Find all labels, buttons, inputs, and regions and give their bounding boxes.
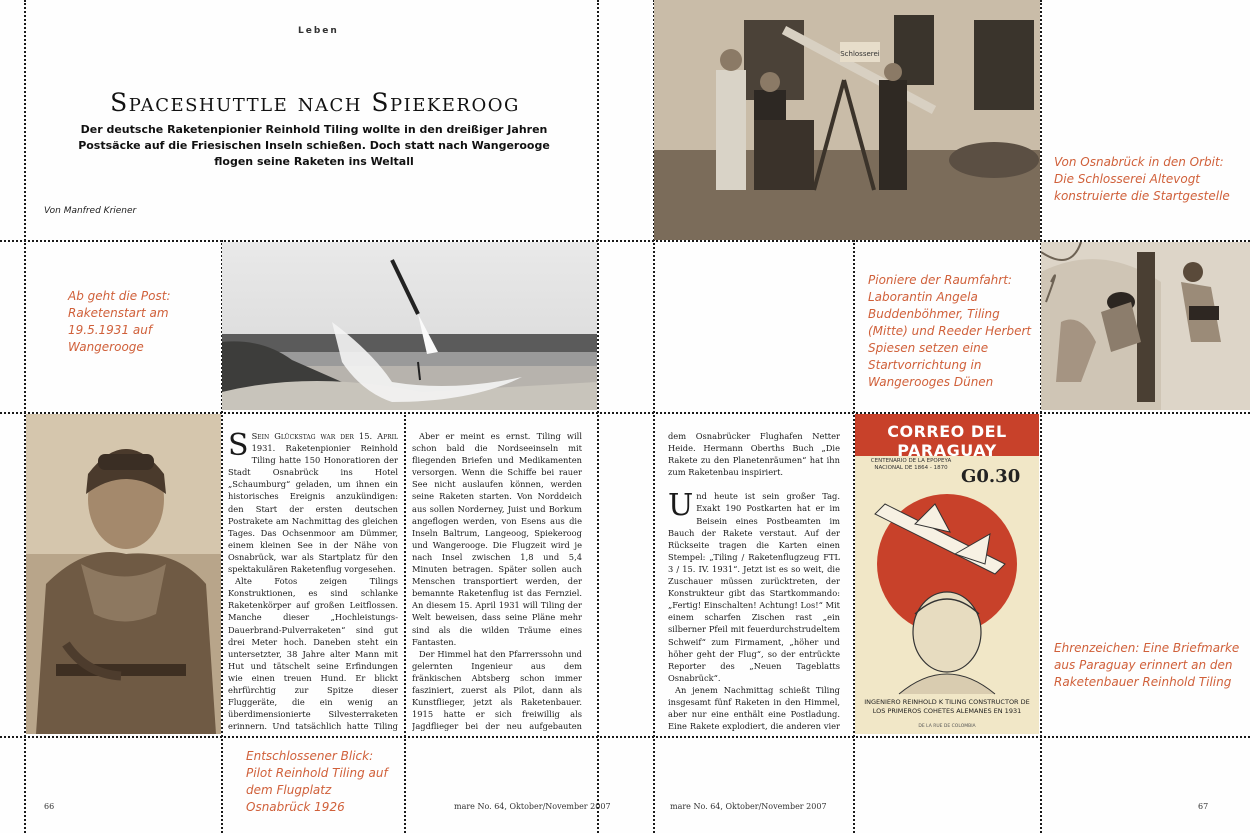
drop-cap: S bbox=[228, 430, 249, 463]
workshop-photo bbox=[654, 0, 1040, 240]
byline: Von Manfred Kriener bbox=[44, 206, 137, 216]
footer-right: mare No. 64, Oktober/November 2007 bbox=[670, 802, 827, 811]
caption-workshop: Von Osnabrück in den Orbit: Die Schlosserei Altevogt konstruierte die Startgestelle bbox=[1054, 155, 1230, 203]
stamp-country: CORREO DEL PARAGUAY bbox=[887, 422, 1007, 460]
page-number-left: 66 bbox=[44, 802, 55, 811]
footer-left: mare No. 64, Oktober/November 2007 bbox=[454, 802, 611, 811]
article-paragraph: nd heute ist sein großer Tag. Exakt 190 Postkarten hat er im Beisein eines Postbeamten im Bauch der Rakete verstaut. Auf der Rückseite tragen die Karten einen Stempel: „Tiling / Raketenflugzeug FTL 3 / 15. IV. 1931“. Jetzt ist es so weit, die Zuschauer müssen zurücktreten, der Konstrukteur gibt das Startkommando: „Fertig! Einschalten! Achtung! Los!“ Mit einem scharfen Zischen rast „ein silberner Pfeil mit feuerdurchstrudeltem Schweif“ zum Firmament, „höher und höher geht der Flug“, so der entrückte Reporter des „Neuen Tageblatts Osnabrück“. bbox=[668, 491, 840, 683]
pilot-portrait-photo bbox=[26, 414, 221, 734]
article-paragraph: Alte Fotos zeigen Tilings Konstruktionen, es sind schlanke Raketenkörper auf großen Leitflossen. Manche dieser „Hochleistungs-Dauerbrand-Pulverraketen“ sind gut drei Meter hoch. Daneben steht ein untersetzter, 38 Jahre alter Mann mit Hut und tätschelt seine Erfindungen wie einen treuen Hund. Er blickt ehrfürchtig zur Spitze dieser Fluggeräte, die ein wenig an überdimensionierte Silvesterraketen erinnern. Und tatsächlich hatte Tiling bbox=[228, 576, 398, 732]
grid-line-bottom bbox=[0, 736, 1250, 738]
article-lead: Sein Glückstag war der 15. April bbox=[251, 431, 398, 441]
article-paragraph: An jenem Nachmittag schießt Tiling insgesamt fünf Raketen in den Himmel, aber nur eine enthält eine Postladung. Eine Rakete explodiert, die anderen vier bbox=[668, 684, 840, 732]
article-title: Spaceshuttle nach Spiekeroog bbox=[110, 88, 520, 117]
article-column-2 bbox=[412, 430, 582, 732]
article-column-1 bbox=[228, 430, 398, 732]
article-paragraph: dem Osnabrücker Flughafen Netter Heide. Hermann Oberths Buch „Die Rakete zu den Planetenräumen“ hat ihn zum Raketenbau inspiriert. bbox=[668, 431, 840, 478]
grid-line-v3 bbox=[404, 412, 406, 833]
article-column-3 bbox=[668, 430, 840, 732]
drop-cap: U bbox=[668, 488, 694, 524]
stamp-value: G0.30 bbox=[961, 466, 1021, 487]
pioneers-dunes-photo bbox=[1041, 242, 1250, 410]
grid-line-v4 bbox=[597, 0, 599, 833]
caption-pilot: Entschlossener Blick: Pilot Reinhold Tiling auf dem Flugplatz Osnabrück 1926 bbox=[246, 749, 388, 814]
paraguay-stamp bbox=[855, 414, 1039, 734]
article-paragraph: Der Himmel hat den Pfarrerssohn und gelernten Ingenieur aus dem fränkischen Abtsberg schon immer fasziniert, zuerst als Pilot, dann als Kunstflieger, jetzt als Raketenbauer. 1915 hatte er sich freiwillig als Jagdflieger bei der neu aufgebauten bbox=[412, 648, 582, 732]
article-deck: Der deutsche Raketenpionier Reinhold Tiling wollte in den dreißiger Jahren Postsäcke auf die Friesischen Inseln schießen. Doch statt nach Wangerooge flogen seine Raketen ins Weltall bbox=[78, 123, 550, 168]
grid-line-v7 bbox=[1040, 0, 1042, 833]
article-paragraph: Aber er meint es ernst. Tiling will schon bald die Nordseeinseln mit fliegenden Briefen und Medikamenten versorgen. Wenn die Schiffe bei rauer See nicht auslaufen können, werden seine Raketen starten. Von Norddeich aus sollen Norderney, Juist und Borkum angeflogen werden, von Esens aus die Inseln Baltrum, Langeoog, Spiekeroog und Wangerooge. Die Flugzeit wird je nach Insel zwischen 1,8 und 5,4 Minuten betragen. Später sollen auch Menschen transportiert werden, der bemannte Raketenflug ist das Fernziel. An diesem 15. April 1931 will Tiling der Welt beweisen, dass seine Pläne mehr sind als die wilden Träume eines Fantasten. bbox=[412, 431, 582, 647]
stamp-inscription: INGENIERO REINHOLD K TILING CONSTRUCTOR DE LOS PRIMEROS COHETES ALEMANES EN 1931 bbox=[864, 698, 1030, 715]
workshop-sign-text: Schlosserei bbox=[840, 50, 880, 58]
stamp-printer: DE LA RUE DE COLOMBIA bbox=[918, 724, 976, 729]
caption-stamp: Ehrenzeichen: Eine Briefmarke aus Paraguay erinnert an den Raketenbauer Reinhold Tiling bbox=[1054, 641, 1240, 689]
article-paragraph: 1931. Raketenpionier Reinhold Tiling hatte 150 Honoratioren der Stadt Osnabrück ins Hotel „Schaumburg“ geladen, um ihnen ein historisches Ereignis anzukündigen: den Start der ersten deutschen Postrakete am Nachmittag des gleichen Tages. Das Ochsenmoor am Dümmer, einem kleinen See in der Nähe von Osnabrück, war als Startplatz für den spektakulären Raketenflug vorgesehen. bbox=[228, 443, 398, 575]
rocket-launch-photo bbox=[222, 242, 597, 410]
caption-launch: Ab geht die Post: Raketenstart am 19.5.1931 auf Wangerooge bbox=[68, 289, 171, 354]
section-label: Leben bbox=[298, 26, 339, 36]
page-number-right: 67 bbox=[1198, 802, 1209, 811]
caption-pioneers: Pioniere der Raumfahrt: Laborantin Angela Buddenböhmer, Tiling (Mitte) und Reeder Herbert Spiesen setzen eine Startvorrichtung in Wangerooges Dünen bbox=[868, 273, 1032, 389]
stamp-subtitle: CENTENARIO DE LA EPOPEYA NACIONAL DE 1864 - 1870 bbox=[870, 458, 952, 471]
